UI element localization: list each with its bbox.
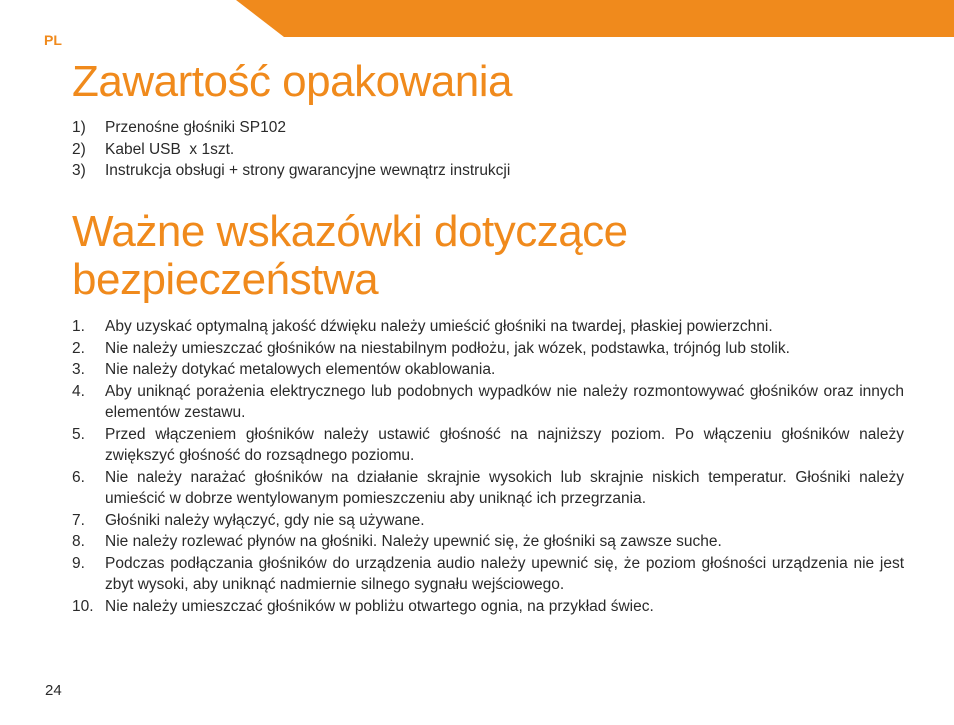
list-item-text: Aby uzyskać optymalną jakość dźwięku należy umieścić głośniki na twardej, płaskiej powierzchni. bbox=[105, 318, 773, 335]
list-item-text: Nie należy umieszczać głośników na niestabilnym podłożu, jak wózek, podstawka, trójnóg lub stolik. bbox=[105, 339, 790, 357]
list-item-number: 3. bbox=[72, 361, 85, 378]
list-item-text: Podczas podłączania głośników do urządzenia audio należy upewnić się, że poziom głośności urządzenia nie jest zbyt wysoki, aby uniknąć nadmiernie silnego sygnału wejściowego. bbox=[105, 554, 904, 593]
list-item-text: Instrukcja obsługi + strony gwarancyjne wewnątrz instrukcji bbox=[105, 162, 511, 179]
section-title-contents: Zawartość opakowania bbox=[72, 57, 513, 106]
list-item bbox=[72, 553, 904, 596]
list-item-number: 9. bbox=[72, 554, 85, 572]
list-item-number: 1. bbox=[72, 318, 85, 335]
list-item bbox=[72, 338, 904, 360]
list-item-number: 6. bbox=[72, 468, 85, 486]
list-item-text: Przed włączeniem głośników należy ustawić głośność na najniższy poziom. Po włączeniu głośników należy zwiększyć głośność do rozsądnego poziomu. bbox=[105, 425, 904, 464]
list-item bbox=[72, 381, 904, 424]
list-item bbox=[72, 596, 904, 618]
list-item-number: 4. bbox=[72, 382, 85, 400]
page-number: 24 bbox=[45, 682, 62, 699]
header-banner bbox=[0, 0, 954, 40]
language-label: PL bbox=[44, 32, 62, 48]
list-item-number: 1) bbox=[72, 119, 86, 136]
list-item bbox=[72, 424, 904, 467]
list-item-text: Nie należy narażać głośników na działanie skrajnie wysokich lub skrajnie niskich temperatur. Głośniki należy umieścić w dobrze wentylowanym pomieszczeniu aby uniknąć ich przegrzania. bbox=[105, 468, 904, 507]
list-item bbox=[72, 531, 904, 553]
list-item-text: Przenośne głośniki SP102 bbox=[105, 119, 286, 136]
contents-list bbox=[72, 117, 904, 182]
list-item-text: Nie należy rozlewać płynów na głośniki. Należy upewnić się, że głośniki są zawsze suche. bbox=[105, 533, 722, 550]
list-item-number: 2. bbox=[72, 339, 85, 357]
list-item bbox=[72, 467, 904, 510]
header-banner-shape bbox=[236, 0, 954, 37]
list-item-text: Nie należy umieszczać głośników w pobliżu otwartego ognia, na przykład świec. bbox=[105, 597, 654, 615]
safety-list bbox=[72, 316, 904, 617]
list-item bbox=[72, 510, 904, 532]
list-item-number: 2) bbox=[72, 140, 86, 158]
list-item bbox=[72, 117, 904, 139]
list-item bbox=[72, 316, 904, 338]
list-item-number: 7. bbox=[72, 511, 85, 529]
list-item-number: 3) bbox=[72, 162, 86, 179]
list-item-text: Głośniki należy wyłączyć, gdy nie są używane. bbox=[105, 511, 425, 529]
list-item-number: 10. bbox=[72, 597, 94, 615]
list-item bbox=[72, 139, 904, 161]
list-item-number: 5. bbox=[72, 425, 85, 443]
list-item-text: Kabel USB x 1szt. bbox=[105, 140, 235, 158]
section-title-safety: Ważne wskazówki dotyczące bezpieczeństwa bbox=[72, 207, 628, 304]
list-item-number: 8. bbox=[72, 533, 85, 550]
list-item-text: Aby uniknąć porażenia elektrycznego lub podobnych wypadków nie należy rozmontowywać głośników oraz innych elementów zestawu. bbox=[105, 382, 904, 421]
list-item bbox=[72, 359, 904, 381]
list-item bbox=[72, 160, 904, 182]
list-item-text: Nie należy dotykać metalowych elementów okablowania. bbox=[105, 361, 496, 378]
